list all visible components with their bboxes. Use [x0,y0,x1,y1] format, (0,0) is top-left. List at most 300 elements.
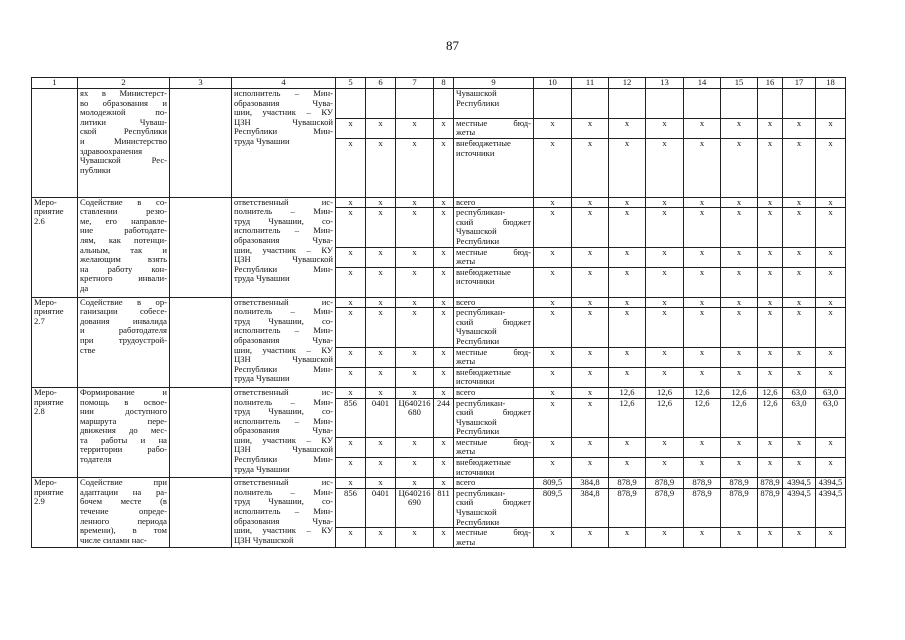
value-cell: 12,6 [646,387,684,398]
header-cell: 7 [396,78,434,89]
header-cell: 17 [783,78,816,89]
value-cell: х [572,138,609,197]
measure-number-line: Меро- [34,478,57,488]
value-cell: х [572,387,609,398]
value-cell: х [534,308,572,347]
code-cell: х [396,308,434,347]
executor-line: Республики Мин- [234,264,333,274]
funding-source-line: жеты [456,128,476,138]
value-cell: 878,9 [646,488,684,527]
code-cell: х [434,267,454,297]
executor [232,478,336,548]
value-cell: х [783,297,816,308]
measure-name-line: Содействие в ор- [80,297,167,307]
value-cell: х [534,247,572,267]
value-cell: х [609,347,646,367]
table-row [32,297,846,308]
empty-cell [170,297,232,387]
funding-source [454,267,534,297]
value-cell: х [684,197,721,208]
measure-name-line: движения до мес- [80,426,167,436]
measure-name-line: и Министерство [80,136,167,146]
value-cell: 878,9 [684,488,721,527]
value-cell: 878,9 [758,488,783,527]
code-cell: х [434,367,454,387]
measure-name-line: бочем месте (в [80,497,167,507]
measure-name-line: числе силами нас- [80,535,147,545]
value-cell: х [572,208,609,247]
code-cell: х [336,347,366,367]
value-cell: х [684,118,721,138]
code-cell: х [434,347,454,367]
value-cell: 809,5 [534,478,572,489]
code-cell: х [434,247,454,267]
executor-line: исполнитель – Мин- [234,226,333,236]
measure-name-line: молодежной по- [80,108,167,118]
executor-line: Республики Мин- [234,127,333,137]
measure-name-line: тодателя [80,455,112,465]
value-cell: х [684,528,721,548]
value-cell: х [572,528,609,548]
executor-line: исполнитель – Мин- [234,89,333,98]
measure-name-line: литики Чуваш- [80,117,167,127]
value-cell: 878,9 [721,488,758,527]
value-cell: х [783,367,816,387]
value-cell: 12,6 [684,387,721,398]
code-cell: х [336,247,366,267]
funding-source-line: республикан- [456,398,506,408]
code-cell: х [396,247,434,267]
code-cell: х [396,197,434,208]
funding-source-line: всего [456,297,476,307]
measure-number-line: Меро- [34,297,57,307]
code-cell: х [366,247,396,267]
value-cell: 878,9 [758,478,783,489]
table-row [32,197,846,208]
executor-line: образования Чува- [234,335,333,345]
code-cell: х [366,118,396,138]
funding-source-line: ский бюджет [456,217,531,227]
table-row [32,89,846,119]
header-cell: 16 [758,78,783,89]
measure-name-line: ях в Министерст- [80,89,167,98]
funding-source-line: Республики [456,236,500,246]
funding-source-line: источники [456,377,495,387]
funding-source-line: Республики [456,517,500,527]
code-cell: х [366,347,396,367]
value-cell: х [684,267,721,297]
executor-line: ЦЗН Чувашской [234,355,333,365]
funding-source-line: Чувашской [456,417,497,427]
header-cell: 4 [232,78,336,89]
value-cell: х [783,347,816,367]
value-cell: х [572,437,609,457]
executor-line: ответственный ис- [234,387,333,397]
measure-number-line: 2.8 [34,407,45,417]
value-cell: х [816,458,846,478]
value-cell: х [758,197,783,208]
executor-line: образования Чува- [234,516,333,526]
measure-number-line: приятие [34,307,64,317]
measure-name-line: Содействие при [80,478,167,488]
code-cell: х [434,118,454,138]
code-cell: х [396,297,434,308]
executor-line: шии, участник – КУ [234,245,333,255]
table-body [32,78,846,548]
measure-name-line: ской Республики [80,127,167,137]
value-cell: х [783,197,816,208]
funding-source-line: источники [456,148,495,158]
code-cell: 811 [434,488,454,527]
code-cell: х [336,297,366,308]
executor-line: полнитель – Мин- [234,207,333,217]
code-cell: х [336,437,366,457]
funding-source [454,118,534,138]
funding-source-line: ский бюджет [456,317,531,327]
value-cell: х [572,398,609,437]
value-cell: х [609,267,646,297]
code-cell: х [434,297,454,308]
code-cell: х [336,267,366,297]
value-cell: 4394,5 [816,478,846,489]
value-cell: х [646,197,684,208]
code-cell [336,89,366,119]
value-cell: х [534,398,572,437]
code-cell: х [366,197,396,208]
value-cell: х [534,458,572,478]
value-cell: х [534,437,572,457]
value-cell: 878,9 [609,488,646,527]
code-cell: х [396,118,434,138]
measure-name-line: и работодателя [80,326,167,336]
value-cell: х [816,208,846,247]
value-cell: х [684,297,721,308]
executor-line: полнитель – Мин- [234,487,333,497]
value-cell: 878,9 [646,478,684,489]
empty-cell [170,387,232,477]
value-cell: х [609,308,646,347]
value-cell: х [783,458,816,478]
value-cell: х [646,437,684,457]
header-cell: 8 [434,78,454,89]
code-cell: х [396,528,434,548]
funding-source [454,478,534,489]
funding-source-line: внебюджетные [456,267,511,277]
header-cell: 6 [366,78,396,89]
value-cell: х [816,138,846,197]
value-cell: х [534,118,572,138]
executor-line: труд Чувашии, со- [234,316,333,326]
code-cell: х [366,208,396,247]
value-cell [783,89,816,119]
value-cell: х [816,437,846,457]
value-cell: х [721,367,758,387]
code-cell: х [434,197,454,208]
code-cell: х [366,138,396,197]
executor-line: шии, участник – КУ [234,435,333,445]
executor-line: ЦЗН Чувашской [234,445,333,455]
value-cell: 12,6 [758,398,783,437]
table-row [32,478,846,489]
header-cell: 15 [721,78,758,89]
measure-number [32,387,78,477]
value-cell: х [646,297,684,308]
measure-name-line: ленного периода [80,516,167,526]
code-cell: х [366,458,396,478]
value-cell: х [534,528,572,548]
measure-name-line: территории рабо- [80,445,167,455]
executor-line: ЦЗН Чувашской [234,255,333,265]
value-cell: х [816,118,846,138]
value-cell: 12,6 [684,398,721,437]
value-cell [816,89,846,119]
funding-source [454,138,534,197]
funding-source-line: Республики [456,336,500,346]
value-cell: х [646,528,684,548]
measure-name [78,387,170,477]
value-cell: 384,8 [572,488,609,527]
value-cell: х [609,437,646,457]
value-cell: х [758,118,783,138]
code-cell: х [366,367,396,387]
empty-cell [170,89,232,198]
code-cell: 856 [336,488,366,527]
value-cell: 4394,5 [816,488,846,527]
funding-source-line: местные бюд- [456,347,531,357]
funding-source-line: всего [456,478,476,488]
value-cell: 63,0 [783,398,816,437]
value-cell: х [609,297,646,308]
funding-source-line: жеты [456,357,476,367]
executor-line: труд Чувашии, со- [234,407,333,417]
value-cell: х [783,528,816,548]
code-cell: х [434,138,454,197]
code-cell: Ц640216 680 [396,398,434,437]
funding-source-line: местные бюд- [456,247,531,257]
value-cell: х [572,297,609,308]
budget-table [31,77,846,548]
measure-number-line: Меро- [34,387,57,397]
executor-line: шии, участник – КУ [234,526,333,536]
header-cell: 14 [684,78,721,89]
measure-name [78,89,170,198]
code-cell: х [366,387,396,398]
executor [232,297,336,387]
measure-name-line: кретного инвали- [80,274,167,284]
executor-line: труда Чувашии [234,274,290,284]
value-cell: 809,5 [534,488,572,527]
measure-number [32,478,78,548]
measure-number-line: приятие [34,397,64,407]
code-cell: 0401 [366,398,396,437]
value-cell: 12,6 [758,387,783,398]
value-cell: х [721,267,758,297]
measure-name-line: Содействие в со- [80,197,167,207]
value-cell: х [758,347,783,367]
value-cell: х [783,247,816,267]
header-cell: 11 [572,78,609,89]
measure-name-line: ме, его направле- [80,216,167,226]
value-cell [721,89,758,119]
funding-source [454,297,534,308]
funding-source-line: Чувашской [456,227,497,237]
code-cell: х [336,208,366,247]
value-cell: х [534,197,572,208]
measure-name-line: стве [80,345,96,355]
code-cell: х [366,308,396,347]
funding-source-line: Чувашской [456,508,497,518]
header-row [32,78,846,89]
value-cell: х [721,528,758,548]
value-cell: х [609,367,646,387]
executor-line: труда Чувашии [234,464,290,474]
executor [232,89,336,198]
funding-source-line: республикан- [456,308,506,318]
executor-line: труда Чувашии [234,374,290,384]
value-cell: х [721,308,758,347]
empty-cell [170,197,232,297]
header-cell: 13 [646,78,684,89]
code-cell: 244 [434,398,454,437]
header-cell: 2 [78,78,170,89]
measure-number-line: Меро- [34,197,57,207]
funding-source-line: внебюджетные [456,367,511,377]
funding-source [454,528,534,548]
value-cell [684,89,721,119]
value-cell: х [758,297,783,308]
measure-name-line: да [80,283,89,293]
executor-line: Республики Мин- [234,364,333,374]
code-cell: х [366,297,396,308]
funding-source-line: Республики [456,427,500,437]
value-cell: х [758,247,783,267]
funding-source-line: ский бюджет [456,408,531,418]
funding-source-line: источники [456,277,495,287]
value-cell: х [783,138,816,197]
funding-source-line: республикан- [456,208,506,218]
executor-line: ответственный ис- [234,297,333,307]
value-cell: х [609,197,646,208]
value-cell: х [572,458,609,478]
value-cell: х [572,247,609,267]
value-cell: х [721,138,758,197]
value-cell: х [609,138,646,197]
value-cell: х [572,347,609,367]
funding-source-line: Чувашской [456,89,497,98]
value-cell [609,89,646,119]
code-cell: 0401 [366,488,396,527]
value-cell: х [721,458,758,478]
value-cell: х [646,118,684,138]
executor-line: труд Чувашии, со- [234,216,333,226]
executor-line: шии, участник – КУ [234,345,333,355]
measure-name [78,478,170,548]
table-row [32,387,846,398]
value-cell: х [758,437,783,457]
value-cell: х [816,247,846,267]
code-cell: х [396,437,434,457]
measure-name-line: здравоохранения [80,146,143,156]
value-cell: х [534,367,572,387]
executor-line: труд Чувашии, со- [234,497,333,507]
value-cell: 63,0 [816,398,846,437]
value-cell: х [609,208,646,247]
executor [232,387,336,477]
code-cell: х [366,478,396,489]
value-cell: 878,9 [609,478,646,489]
measure-name-line: времени), в том [80,526,167,536]
executor-line: ответственный ис- [234,197,333,207]
value-cell: х [758,367,783,387]
measure-name-line: желающим взять [80,255,167,265]
value-cell: х [646,247,684,267]
value-cell: х [816,197,846,208]
value-cell: х [572,118,609,138]
funding-source-line: Республики [456,98,500,108]
code-cell: х [366,437,396,457]
measure-name-line: ганизации собесе- [80,307,167,317]
value-cell: х [609,118,646,138]
measure-name [78,197,170,297]
measure-name-line: Чувашской Рес- [80,156,167,166]
value-cell: 4394,5 [783,478,816,489]
measure-name-line: Формирование и [80,387,167,397]
value-cell: х [758,528,783,548]
executor-line: образования Чува- [234,426,333,436]
value-cell: х [684,437,721,457]
funding-source [454,308,534,347]
code-cell: х [434,437,454,457]
value-cell: х [758,308,783,347]
funding-source [454,488,534,527]
funding-source-line: ский бюджет [456,498,531,508]
funding-source-line: жеты [456,447,476,457]
code-cell: х [434,387,454,398]
executor-line: ЦЗН Чувашской [234,117,333,127]
code-cell: х [336,118,366,138]
value-cell: х [721,437,758,457]
funding-source [454,367,534,387]
value-cell: х [721,347,758,367]
value-cell: х [758,208,783,247]
header-cell: 9 [454,78,534,89]
value-cell [534,89,572,119]
value-cell: х [783,308,816,347]
code-cell: х [396,347,434,367]
executor-line: ЦЗН Чувашской [234,535,294,545]
code-cell: 856 [336,398,366,437]
measure-name-line: на работу кон- [80,264,167,274]
code-cell: х [396,138,434,197]
value-cell [758,89,783,119]
funding-source-line: всего [456,197,476,207]
measure-name [78,297,170,387]
value-cell: х [534,267,572,297]
funding-source [454,197,534,208]
executor-line: Республики Мин- [234,455,333,465]
value-cell: х [783,267,816,297]
value-cell: х [721,197,758,208]
value-cell: х [783,208,816,247]
code-cell: х [336,458,366,478]
code-cell: х [366,528,396,548]
value-cell: 384,8 [572,478,609,489]
value-cell: х [783,437,816,457]
code-cell [396,89,434,119]
measure-name-line: нии доступного [80,407,167,417]
code-cell: х [336,308,366,347]
value-cell: х [721,118,758,138]
